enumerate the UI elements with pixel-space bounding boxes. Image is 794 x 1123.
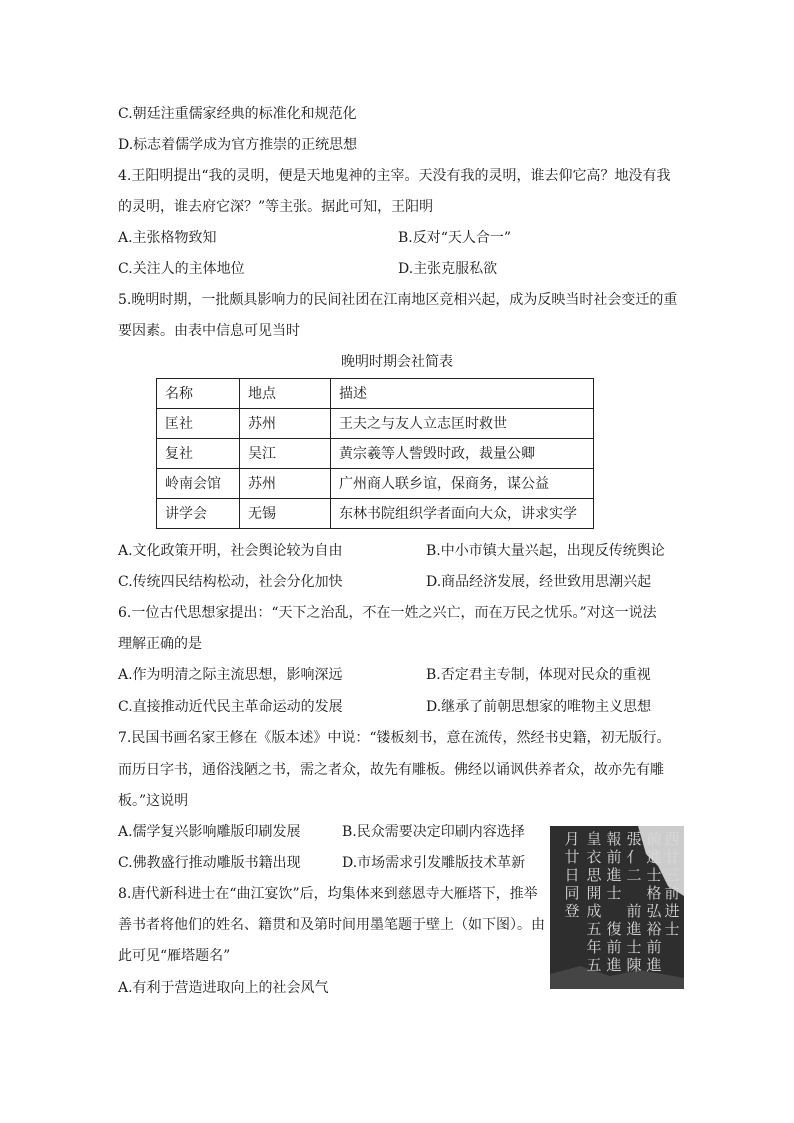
table-cell: 王夫之与友人立志匡时救世 xyxy=(331,409,594,439)
stele-character: 皇 xyxy=(586,830,602,848)
stele-character: 士 xyxy=(606,884,622,902)
table-cell: 复社 xyxy=(157,439,240,469)
q6-stem-line-1: 6.一位古代思想家提出：“天下之治乱，不在一姓之兴亡，而在万民之忧乐。”对这一说法 xyxy=(118,605,657,621)
stele-character: 廿 xyxy=(664,848,680,866)
q7-stem-line-1: 7.民国书画名家王修在《版本述》中说：“镂板刻书，意在流传，然经书史籍，初无版行。 xyxy=(118,730,671,746)
q7-option-d: D.市场需求引发雕版技术革新 xyxy=(342,855,526,871)
q6-option-c: C.直接推动近代民主革命运动的发展 xyxy=(118,699,343,715)
q5-option-a: A.文化政策开明，社会舆论较为自由 xyxy=(118,543,343,559)
stele-character: 衣 xyxy=(586,848,602,866)
q6-option-a: A.作为明清之际主流思想，影响深远 xyxy=(118,667,343,683)
stele-rubbing-image xyxy=(550,826,684,989)
table-row xyxy=(157,409,594,439)
stele-character: 士 xyxy=(646,866,662,884)
table-cell: 岭南会馆 xyxy=(157,469,240,499)
stele-character: 進 xyxy=(646,848,662,866)
table-header-cell: 名称 xyxy=(157,379,240,409)
stele-character: 開 xyxy=(586,884,602,902)
stele-character: 西 xyxy=(664,830,680,848)
q5-option-c: C.传统四民结构松动，社会分化加快 xyxy=(118,574,343,590)
table-header-cell: 地点 xyxy=(240,379,331,409)
society-table xyxy=(156,378,594,529)
table-row xyxy=(157,469,594,499)
q6-stem-line-2: 理解正确的是 xyxy=(118,636,202,652)
table-cell: 无锡 xyxy=(240,499,331,529)
stele-character: 裕 xyxy=(646,920,662,938)
q7-stem-line-3: 板。”这说明 xyxy=(118,793,189,809)
stele-character: 前 xyxy=(606,848,622,866)
q8-stem-line-3: 此可见“雁塔题名” xyxy=(118,948,231,964)
q8-option-a: A.有利于营造进取向上的社会风气 xyxy=(118,980,329,996)
table-header-row xyxy=(157,379,594,409)
q4-stem-line-2: 的灵明，谁去府它深？”等主张。据此可知，王阳明 xyxy=(118,199,434,215)
stele-character: 年 xyxy=(586,938,602,956)
stele-character: 進 xyxy=(606,866,622,884)
q7-option-a: A.儒学复兴影响雕版印刷发展 xyxy=(118,824,301,840)
q7-stem-line-2: 而历日字书，通俗浅陋之书，需之者众，故先有雕板。佛经以诵讽供养者众，故亦先有雕 xyxy=(118,762,664,778)
stele-character: 張 xyxy=(626,830,642,848)
q5-stem-line-2: 要因素。由表中信息可见当时 xyxy=(118,323,300,339)
stele-character: 成 xyxy=(586,902,602,920)
stele-character: 五 xyxy=(586,920,602,938)
q7-option-c: C.佛教盛行推动雕版书籍出现 xyxy=(118,855,301,871)
q4-option-c: C.关注人的主体地位 xyxy=(118,261,245,277)
q5-option-b: B.中小市镇大量兴起，出现反传统舆论 xyxy=(426,543,665,559)
table-row xyxy=(157,439,594,469)
table-cell: 苏州 xyxy=(240,409,331,439)
stele-character: 前 xyxy=(626,902,642,920)
stele-character: 前 xyxy=(664,884,680,902)
stele-character: 前 xyxy=(646,830,662,848)
table-cell: 黄宗羲等人訾毁时政，裁量公卿 xyxy=(331,439,594,469)
stele-character: 日 xyxy=(564,866,580,884)
table-row xyxy=(157,499,594,529)
stele-character: 進 xyxy=(626,920,642,938)
q5-option-d: D.商品经济发展，经世致用思潮兴起 xyxy=(426,574,652,590)
stele-character: 前 xyxy=(646,938,662,956)
q4-option-b: B.反对“天人合一” xyxy=(398,230,512,246)
q7-option-b: B.民众需要决定印刷内容选择 xyxy=(342,824,525,840)
stele-character: 进 xyxy=(664,902,680,920)
stele-character: 報 xyxy=(606,830,622,848)
table-cell: 苏州 xyxy=(240,469,331,499)
stele-character: 同 xyxy=(564,884,580,902)
q8-stem-line-1: 8.唐代新科进士在“曲江宴饮”后，均集体来到慈恩寺大雁塔下，推举 xyxy=(118,886,538,902)
q8-stem-line-2: 善书者将他们的姓名、籍贯和及第时间用墨笔题于壁上（如下图）。由 xyxy=(118,917,545,933)
stele-character: 五 xyxy=(586,956,602,974)
q3-option-c: C.朝廷注重儒家经典的标准化和规范化 xyxy=(118,106,357,122)
stele-rubbing-svg xyxy=(550,826,684,989)
q4-stem-line-1: 4.王阳明提出“我的灵明，便是天地鬼神的主宰。天没有我的灵明，谁去仰它高？地没有我 xyxy=(118,168,671,184)
stele-character: 思 xyxy=(586,866,602,884)
stele-character: 三 xyxy=(664,866,680,884)
q5-stem-line-1: 5.晚明时期，一批颇具影响力的民间社团在江南地区竞相兴起，成为反映当时社会变迁的重 xyxy=(118,292,678,308)
stele-character: 弘 xyxy=(646,902,662,920)
stele-character: 陳 xyxy=(626,956,642,974)
stele-character: 月 xyxy=(564,830,580,848)
q3-option-d: D.标志着儒学成为官方推崇的正统思想 xyxy=(118,137,358,153)
stele-character: 廿 xyxy=(564,848,580,866)
q4-option-d: D.主张克服私欲 xyxy=(398,261,498,277)
stele-character: 復 xyxy=(606,920,622,938)
table-cell: 东林书院组织学者面向大众，讲求实学 xyxy=(331,499,594,529)
table-cell: 讲学会 xyxy=(157,499,240,529)
stele-character: 亻 xyxy=(626,848,642,866)
stele-character: 格 xyxy=(646,884,662,902)
stele-character: 登 xyxy=(564,902,580,920)
table-cell: 广州商人联乡谊，保商务，谋公益 xyxy=(331,469,594,499)
stele-character: 二 xyxy=(626,866,642,884)
stele-character: 士 xyxy=(626,938,642,956)
q4-option-a: A.主张格物致知 xyxy=(118,230,217,246)
stele-character: 進 xyxy=(646,956,662,974)
table-cell: 吴江 xyxy=(240,439,331,469)
stele-character: 進 xyxy=(606,956,622,974)
q6-option-b: B.否定君主专制，体现对民众的重视 xyxy=(426,667,651,683)
stele-character: 前 xyxy=(606,938,622,956)
q6-option-d: D.继承了前朝思想家的唯物主义思想 xyxy=(426,699,652,715)
table-caption: 晚明时期会社简表 xyxy=(341,354,453,370)
table-header-cell: 描述 xyxy=(331,379,594,409)
table-cell: 匡社 xyxy=(157,409,240,439)
stele-character: 士 xyxy=(664,920,680,938)
